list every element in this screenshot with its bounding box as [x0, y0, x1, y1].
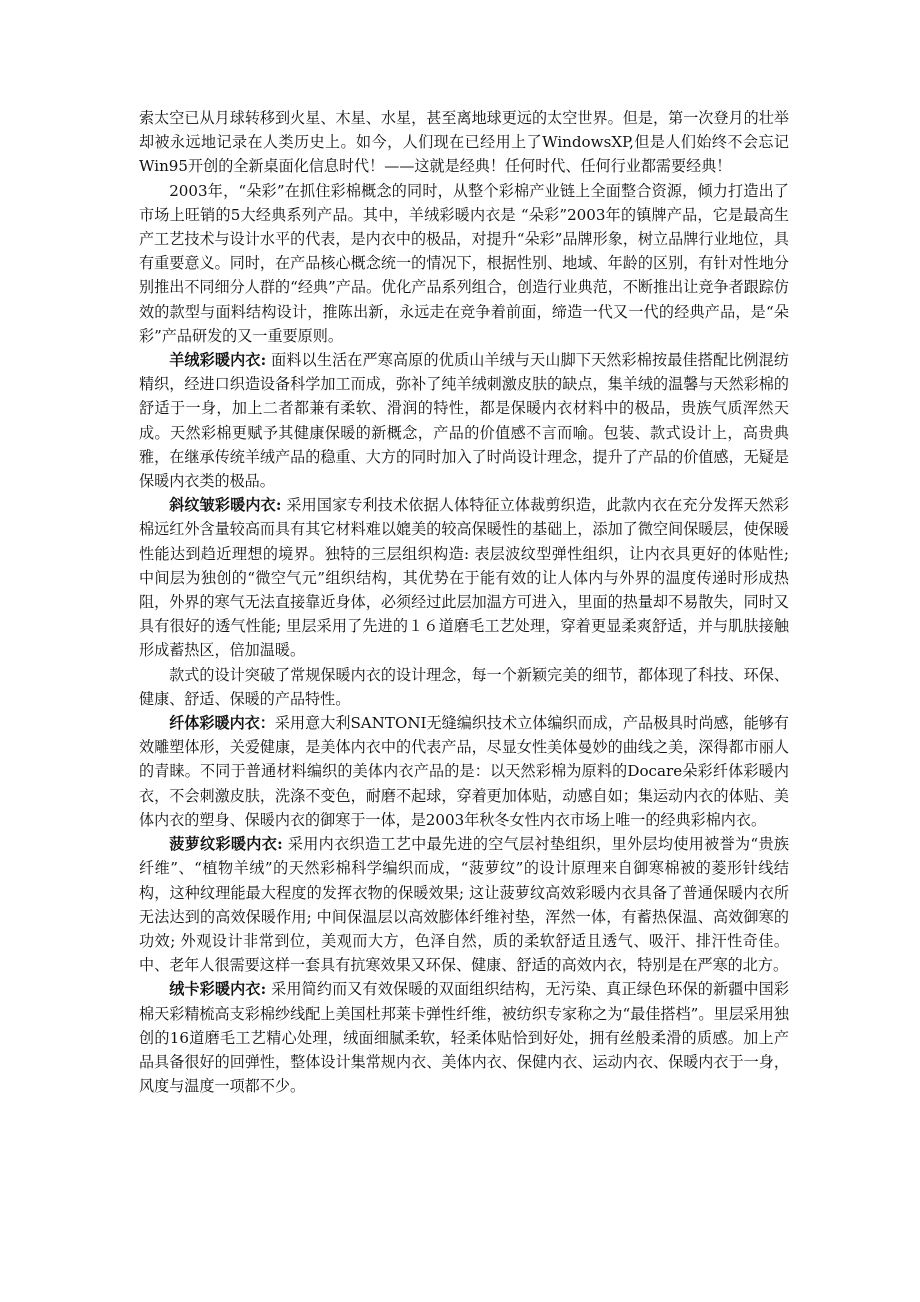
paragraph-text: 款式的设计突破了常规保暖内衣的设计理念，每一个新颖完美的细节，都体现了科技、环保、健康、舒适、保暖的产品特性。	[139, 665, 789, 708]
paragraph-intro-continued	[139, 106, 789, 179]
document-page	[139, 106, 789, 1098]
paragraph-twill-thermal	[139, 493, 789, 662]
paragraph-2003-strategy	[139, 179, 789, 348]
paragraph-heading: 纤体彩暖内衣：	[169, 714, 275, 733]
paragraph-cashmere-thermal	[139, 348, 789, 493]
paragraph-text: 采用简约而又有效保暖的双面组织结构，无污染、真正绿色环保的新疆中国彩棉天彩精梳高支彩棉纱线配上美国杜邦莱卡弹性纤维，被纺织专家称之为“最佳搭档”。里层采用独创的16道磨毛工艺精心处理，绒面细腻柔软，轻柔体贴恰到好处，拥有丝般柔滑的质感。加上产品具备很好的回弹性，整体设计集常规内衣、美体内衣、保健内衣、运动内衣、保暖内衣于一身，风度与温度一项都不少。	[139, 980, 789, 1096]
paragraph-text: 面料以生活在严寒高原的优质山羊绒与天山脚下天然彩棉按最佳搭配比例混纺精织，经进口织造设备科学加工而成，弥补了纯羊绒刺激皮肤的缺点，集羊绒的温馨与天然彩棉的舒适于一身，加上二者都兼有柔软、滑润的特性，都是保暖内衣材料中的极品，贵族气质浑然天成。天然彩棉更赋予其健康保暖的新概念，产品的价值感不言而喻。包装、款式设计上，高贵典雅，在继承传统羊绒产品的稳重、大方的同时加入了时尚设计理念，提升了产品的价值感，无疑是保暖内衣类的极品。	[139, 351, 789, 491]
paragraph-velour-thermal	[139, 977, 789, 1098]
paragraph-text: 索太空已从月球转移到火星、木星、水星，甚至离地球更远的太空世界。但是，第一次登月的壮举却被永远地记录在人类历史上。如今，人们现在已经用上了WindowsXP,但是人们始终不会忘记Win95开创的全新桌面化信息时代！——这就是经典！任何时代、任何行业都需要经典！	[139, 109, 789, 176]
paragraph-heading: 羊绒彩暖内衣:	[169, 351, 267, 370]
paragraph-heading: 菠萝纹彩暖内衣:	[169, 835, 283, 854]
paragraph-design-note	[139, 663, 789, 711]
paragraph-text: 采用内衣织造工艺中最先进的空气层衬垫组织，里外层均使用被誉为“贵族纤维”、“植物羊绒”的天然彩棉科学编织而成，“菠萝纹”的设计原理来自御寒棉被的菱形针线结构，这种纹理能最大程度的发挥衣物的保暖效果; 这让菠萝纹高效彩暖内衣具备了普通保暖内衣所无法达到的高效保暖作用; 中间保温层以高效膨体纤维衬垫，浑然一体，有蓄热保温、高效御寒的功效; 外观设计非常到位，美观而大方，色泽自然，质的柔软舒适且透气、吸汗、排汗性奇佳。中、老年人很需要这样一套具有抗寒效果又环保、健康、舒适的高效内衣，特别是在严寒的北方。	[139, 835, 789, 975]
paragraph-pineapple-thermal	[139, 832, 789, 977]
paragraph-heading: 绒卡彩暖内衣:	[169, 980, 267, 999]
paragraph-text: 采用意大利SANTONI无缝编织技术立体编织而成，产品极具时尚感，能够有效雕塑体形，关爱健康，是美体内衣中的代表产品，尽显女性美体曼妙的曲线之美，深得都市丽人的青睐。不同于普通材料编织的美体内衣产品的是：以天然彩棉为原料的Docare朵彩纤体彩暖内衣，不会刺激皮肤，洗涤不变色，耐磨不起球，穿着更加体贴，动感自如；集运动内衣的体贴、美体内衣的塑身、保暖内衣的御寒于一体，是2003年秋冬女性内衣市场上唯一的经典彩棉内衣。	[139, 714, 789, 829]
paragraph-text: 采用国家专利技术依据人体特征立体裁剪织造，此款内衣在充分发挥天然彩棉远红外含量较高而具有其它材料难以媲美的较高保暖性的基础上，添加了微空间保暖层，使保暖性能达到趋近理想的境界。独特的三层组织构造: 表层波纹型弹性组织，让内衣具更好的体贴性; 中间层为独创的“微空气元”组织结构，其优势在于能有效的让人体内与外界的温度传递时形成热阻，外界的寒气无法直接靠近身体，必须经过此层加温方可进入，里面的热量却不易散失，同时又具有很好的透气性能; 里层采用了先进的１６道磨毛工艺处理，穿着更显柔爽舒适，并与肌肤接触形成蓄热区，倍加温暖。	[139, 496, 789, 660]
paragraph-slim-thermal	[139, 711, 789, 832]
paragraph-text: 2003年，“朵彩”在抓住彩棉概念的同时，从整个彩棉产业链上全面整合资源，倾力打造出了市场上旺销的5大经典系列产品。其中，羊绒彩暖内衣是 “朵彩”2003年的镇牌产品，它是最高生产工艺技术与设计水平的代表，是内衣中的极品，对提升“朵彩”品牌形象，树立品牌行业地位，具有重要意义。同时，在产品核心概念统一的情况下，根据性别、地域、年龄的区别，有针对性地分别推出不同细分人群的“经典”产品。优化产品系列组合，创造行业典范，不断推出让竞争者跟踪仿效的款型与面料结构设计，推陈出新，永远走在竞争着前面，缔造一代又一代的经典产品，是“朵彩”产品研发的又一重要原则。	[139, 181, 789, 345]
paragraph-heading: 斜纹皱彩暖内衣:	[169, 496, 282, 515]
